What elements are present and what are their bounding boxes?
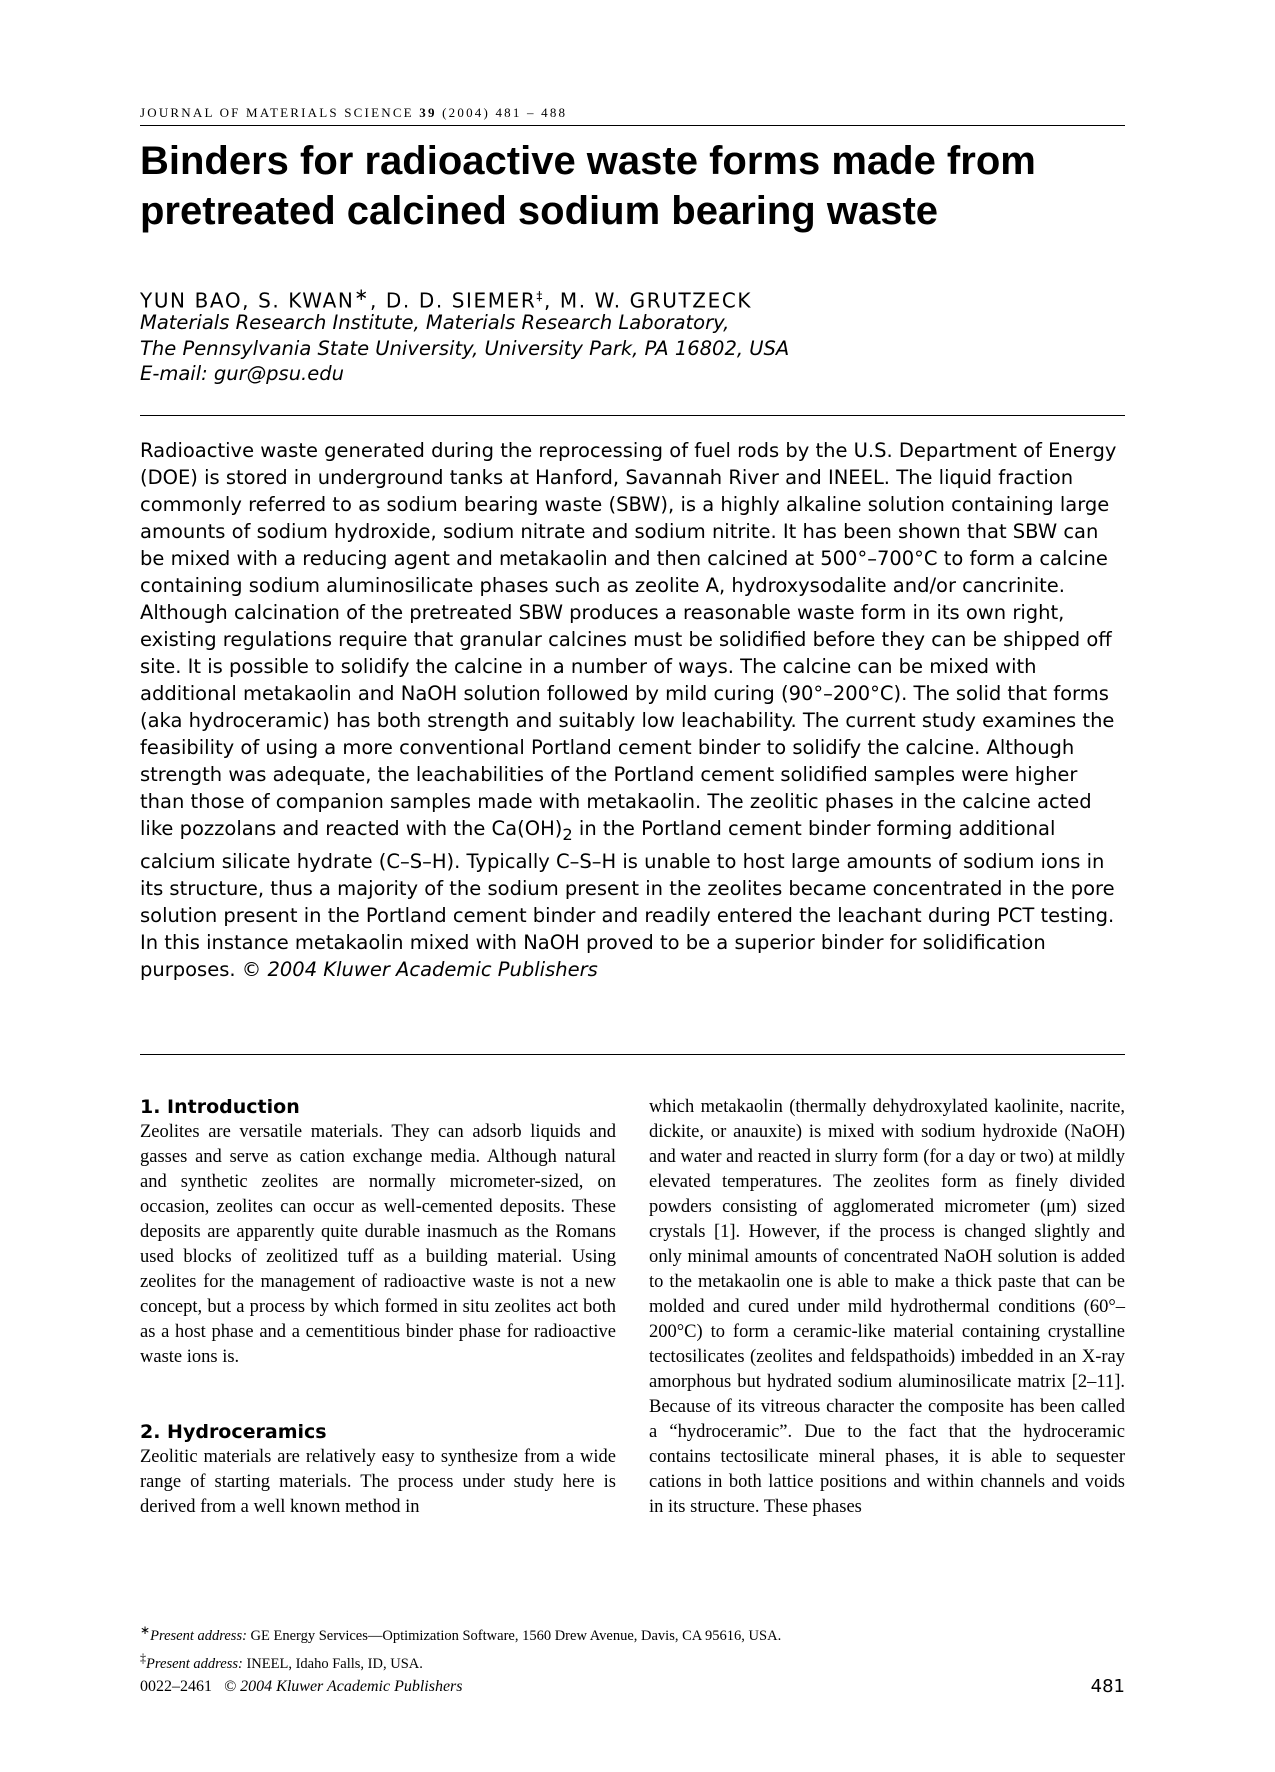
abstract-text-1: Radioactive waste generated during the reprocessing of fuel rods by the U.S. Department of Energy (DOE) is stored in underground tanks at Hanford, Savannah River and INEEL. The liquid fraction commonly referred to as sodium bearing waste (SBW), is a highly alkaline solution containing large amounts of sodium hydroxide, sodium nitrate and sodium nitrite. It has been shown that SBW can be mixed with a reducing agent and metakaolin and then calcined at 500°–700°C to form a calcine containing sodium aluminosilicate phases such as zeolite A, hydroxysodalite and/or cancrinite. Although calcination of the pretreated SBW produces a reasonable waste form in its own right, existing regulations require that granular calcines must be solidified before they can be shipped off site. It is possible to solidify the calcine in a number of ways. The calcine can be mixed with additional metakaolin and NaOH solution followed by mild curing (90°–200°C). The solid that forms (aka hydroceramic) has both strength and suitably low leachability. The current study examines the feasibility of using a more conventional Portland cement binder to solidify the calcine. Although strength was adequate, the leachabilities of the Portland cement solidified samples were higher than those of companion samples made with metakaolin. The zeolitic phases in the calcine acted like pozzolans and reacted with the Ca(OH) xyxy=(140,439,1117,840)
journal-header xyxy=(140,105,1125,126)
footer-left xyxy=(140,1678,463,1696)
paper-title xyxy=(140,136,1125,236)
right-column-text: which metakaolin (thermally dehydroxylated kaolinite, nacrite, dickite, or anauxite) is mixed with sodium hydroxide (NaOH) and water and reacted in slurry form (for a day or two) at mildly elevated temperatures. The zeolites form as finely divided powders consisting of agglomerated micrometer (μm) sized crystals [1]. However, if the process is changed slightly and only minimal amounts of concentrated NaOH solution is added to the metakaolin one is able to make a thick paste that can be molded and cured under mild hydrothermal conditions (60°–200°C) to form a ceramic-like material containing crystalline tectosilicates (zeolites and feldspathoids) imbedded in an X-ray amorphous but hydrated sodium aluminosilicate matrix [2–11]. Because of its vitreous character the composite has been called a “hydroceramic”. Due to the fact that the hydroceramic contains tectosilicate mineral phases, it is able to sequester cations in both lattice positions and within channels and voids in its structure. These phases xyxy=(649,1097,1125,1517)
left-column xyxy=(140,1095,616,1520)
divider-top xyxy=(140,415,1125,416)
footnotes xyxy=(140,1619,781,1675)
page-number: 481 xyxy=(1090,1676,1125,1697)
footnote-2-text: INEEL, Idaho Falls, ID, USA. xyxy=(242,1655,423,1672)
introduction-text: Zeolites are versatile materials. They can adsorb liquids and gasses and serve as cation exchange media. Although natural and synthetic zeolites are normally micrometer-sized, on occasion, zeolites can occur as well-cemented deposits. These deposits are apparently quite durable inasmuch as the Romans used blocks of zeolitized tuff as a building material. Using zeolites for the management of radioactive waste is not a new concept, but a process by which formed in situ zeolites act both as a host phase and a cementitious binder phase for radioactive waste ions is. xyxy=(140,1122,616,1367)
right-column xyxy=(649,1095,1125,1520)
footnote-2-label: Present address: xyxy=(146,1655,243,1672)
footnote-1 xyxy=(140,1619,781,1647)
footnote-2-mark: ‡ xyxy=(140,1650,147,1665)
author-names-1: YUN BAO, S. KWAN xyxy=(140,288,355,313)
abstract-text-2: in the Portland cement binder forming additional calcium silicate hydrate (C–S–H). Typically C–S–H is unable to host large amounts of sodium ions in its structure, thus a majority of the sodium present in the zeolites became concentrated in the pore solution present in the Portland cement binder and readily entered the leachant during PCT testing. In this instance metakaolin mixed with NaOH proved to be a superior binder for solidification purposes. xyxy=(140,817,1115,981)
author-mark-1: ∗ xyxy=(354,285,370,304)
title-line-1: Binders for radioactive waste forms made from xyxy=(140,139,1036,183)
divider-bottom xyxy=(140,1054,1125,1055)
author-mark-2: ‡ xyxy=(536,289,544,303)
hydroceramics-text: Zeolitic materials are relatively easy to synthesize from a wide range of starting materials. The process under study here is derived from a well known method in xyxy=(140,1447,616,1517)
journal-volume: 39 xyxy=(419,105,437,120)
abstract xyxy=(140,437,1125,983)
affiliation-line-1: Materials Research Institute, Materials Research Laboratory, xyxy=(140,311,730,334)
footer-copyright: © 2004 Kluwer Academic Publishers xyxy=(224,1678,463,1695)
author-list xyxy=(140,285,752,313)
abstract-copyright: © 2004 Kluwer Academic Publishers xyxy=(241,957,598,981)
section-heading-hydroceramics: 2. Hydroceramics xyxy=(140,1421,327,1443)
affiliation-email: E-mail: gur@psu.edu xyxy=(140,362,344,385)
author-names-2: , D. D. SIEMER xyxy=(369,288,537,313)
title-line-2: pretreated calcined sodium bearing waste xyxy=(140,189,939,233)
footnote-1-text: GE Energy Services—Optimization Software, 1560 Drew Avenue, Davis, CA 95616, USA. xyxy=(246,1627,782,1644)
abstract-subscript: 2 xyxy=(562,824,573,844)
section-heading-introduction: 1. Introduction xyxy=(140,1096,300,1118)
journal-year-pages: (2004) 481 – 488 xyxy=(442,105,568,120)
footnote-1-mark: ∗ xyxy=(140,1623,151,1637)
footnote-1-label: Present address: xyxy=(150,1627,247,1644)
affiliation-line-2: The Pennsylvania State University, University Park, PA 16802, USA xyxy=(140,337,790,360)
footer-issn: 0022–2461 xyxy=(140,1678,212,1695)
paper-page xyxy=(140,0,1125,1772)
journal-name: JOURNAL OF MATERIALS SCIENCE xyxy=(140,105,414,120)
author-names-3: , M. W. GRUTZECK xyxy=(543,288,753,313)
section-gap xyxy=(140,1370,616,1420)
footnote-2 xyxy=(140,1647,781,1675)
